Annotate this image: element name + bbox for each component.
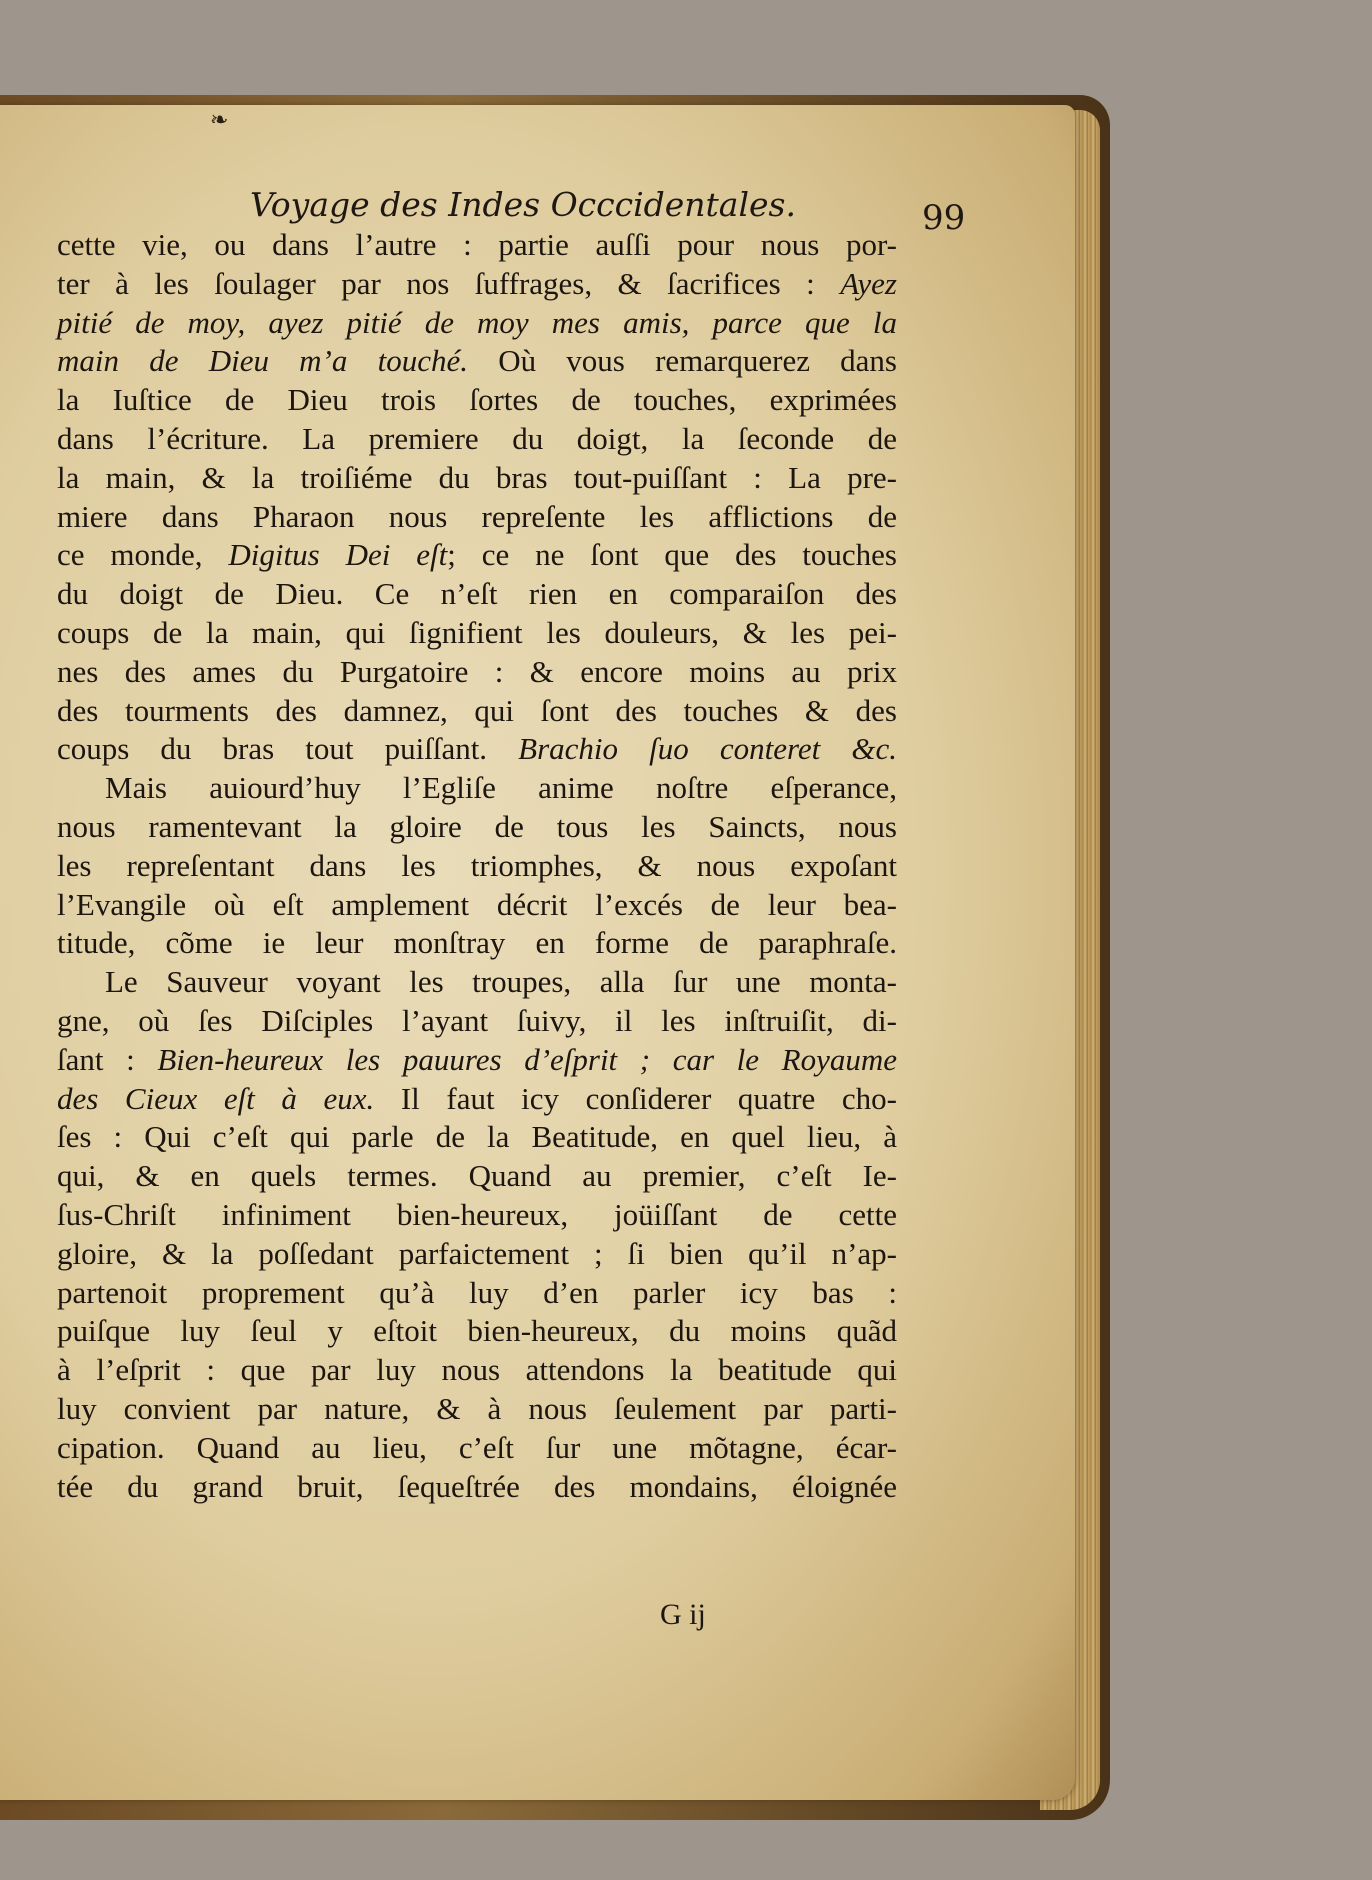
italic-segment: main de Dieu m’a touché. (57, 343, 468, 379)
text-segment: l’Evangile où eſt amplement décrit l’excés de leur bea- (57, 886, 897, 922)
ornament-icon: ❧ (210, 108, 229, 133)
text-line (57, 886, 897, 925)
text-line (57, 226, 897, 265)
text-line (57, 1351, 897, 1390)
text-line (57, 924, 897, 963)
text-line (57, 847, 897, 886)
text-segment: partenoit proprement qu’à luy d’en parler icy bas : (57, 1274, 897, 1310)
text-line (57, 1274, 897, 1313)
text-line (57, 1429, 897, 1468)
text-line (57, 459, 897, 498)
text-segment: des tourments des damnez, qui ſont des touches & des (57, 692, 897, 728)
text-segment: Où vous remarquerez dans (467, 343, 897, 379)
running-header: Voyage des Indes Occcidentales. (250, 185, 796, 224)
italic-segment: des Cieux eſt à eux. (57, 1080, 375, 1116)
text-line (57, 498, 897, 537)
text-segment: coups du bras tout puiſſant. (57, 731, 519, 767)
text-segment: dans l’écriture. La premiere du doigt, la ſeconde de (57, 420, 897, 456)
text-segment: luy convient par nature, & à nous ſeulement par parti- (57, 1390, 897, 1426)
text-segment: qui, & en quels termes. Quand au premier, c’eſt Ie- (57, 1158, 897, 1194)
text-segment: à l’eſprit : que par luy nous attendons la beatitude qui (57, 1352, 897, 1388)
text-segment: ce monde, (57, 537, 229, 573)
text-segment: du doigt de Dieu. Ce n’eſt rien en comparaiſon des (57, 576, 897, 612)
text-line (57, 1080, 897, 1119)
text-line (57, 1235, 897, 1274)
italic-segment: Digitus Dei eſt (228, 537, 448, 573)
text-segment: Il faut icy conſiderer quatre cho- (374, 1080, 897, 1116)
text-line (57, 769, 897, 808)
text-line (57, 653, 897, 692)
text-line (57, 342, 897, 381)
text-line (57, 963, 897, 1002)
text-segment: miere dans Pharaon nous repreſente les afflictions de (57, 498, 897, 534)
text-segment: puiſque luy ſeul y eſtoit bien-heureux, du moins quãd (57, 1313, 897, 1349)
text-segment: Le Sauveur voyant les troupes, alla ſur une monta- (105, 964, 897, 1000)
text-segment: la main, & la troiſiéme du bras tout-puiſſant : La pre- (57, 459, 897, 495)
text-segment: tée du grand bruit, ſequeſtrée des mondains, éloignée (57, 1468, 897, 1504)
text-segment: Mais auiourd’huy l’Egliſe anime noſtre eſperance, (105, 770, 897, 806)
text-segment: nous ramentevant la gloire de tous les Saincts, nous (57, 808, 897, 844)
italic-segment: pitié de moy, ayez pitié de moy mes amis, parce que la (57, 304, 897, 340)
text-line (57, 1468, 897, 1507)
text-line (57, 1196, 897, 1235)
text-line (57, 420, 897, 459)
italic-segment: Brachio ſuo conteret &c. (518, 731, 898, 767)
text-line (57, 1118, 897, 1157)
text-segment: titude, cõme ie leur monſtray en forme de paraphraſe. (57, 925, 897, 961)
page-number: 99 (922, 198, 966, 238)
text-segment: nes des ames du Purgatoire : & encore moins au prix (57, 653, 897, 689)
body-text (57, 226, 897, 1506)
text-line (57, 1041, 897, 1080)
text-segment: gloire, & la poſſedant parfaictement ; ſi bien qu’il n’ap- (57, 1235, 897, 1271)
text-line (57, 381, 897, 420)
text-line (57, 265, 897, 304)
text-segment: gne, où ſes Diſciples l’ayant ſuivy, il les inſtruiſit, di- (57, 1002, 897, 1038)
text-line (57, 692, 897, 731)
text-segment: cette vie, ou dans l’autre : partie auſſi pour nous por- (57, 227, 897, 262)
text-segment: ter à les ſoulager par nos ſuffrages, & ſacrifices : (57, 265, 841, 301)
text-line (57, 536, 897, 575)
text-line (57, 304, 897, 343)
text-segment: ſes : Qui c’eſt qui parle de la Beatitude, en quel lieu, à (57, 1119, 897, 1155)
text-segment: coups de la main, qui ſignifient les douleurs, & les pei- (57, 614, 897, 650)
text-segment: la Iuſtice de Dieu trois ſortes de touches, exprimées (57, 382, 897, 418)
text-segment: ; ce ne ſont que des touches (447, 537, 897, 573)
text-line (57, 1390, 897, 1429)
text-line (57, 808, 897, 847)
text-line (57, 730, 897, 769)
italic-segment: Bien-heureux les pauures d’eſprit ; car le Royaume (157, 1041, 897, 1077)
text-segment: les repreſentant dans les triomphes, & nous expoſant (57, 847, 897, 883)
text-line (57, 1002, 897, 1041)
text-line (57, 1157, 897, 1196)
italic-segment: Ayez (840, 265, 897, 301)
text-segment: cipation. Quand au lieu, c’eſt ſur une mõtagne, écar- (57, 1429, 897, 1465)
text-line (57, 575, 897, 614)
text-segment: ſant : (57, 1041, 158, 1077)
text-line (57, 1312, 897, 1351)
signature-mark: G ij (660, 1598, 706, 1631)
text-line (57, 614, 897, 653)
text-segment: ſus-Chriſt infiniment bien-heureux, joüiſſant de cette (57, 1196, 897, 1232)
